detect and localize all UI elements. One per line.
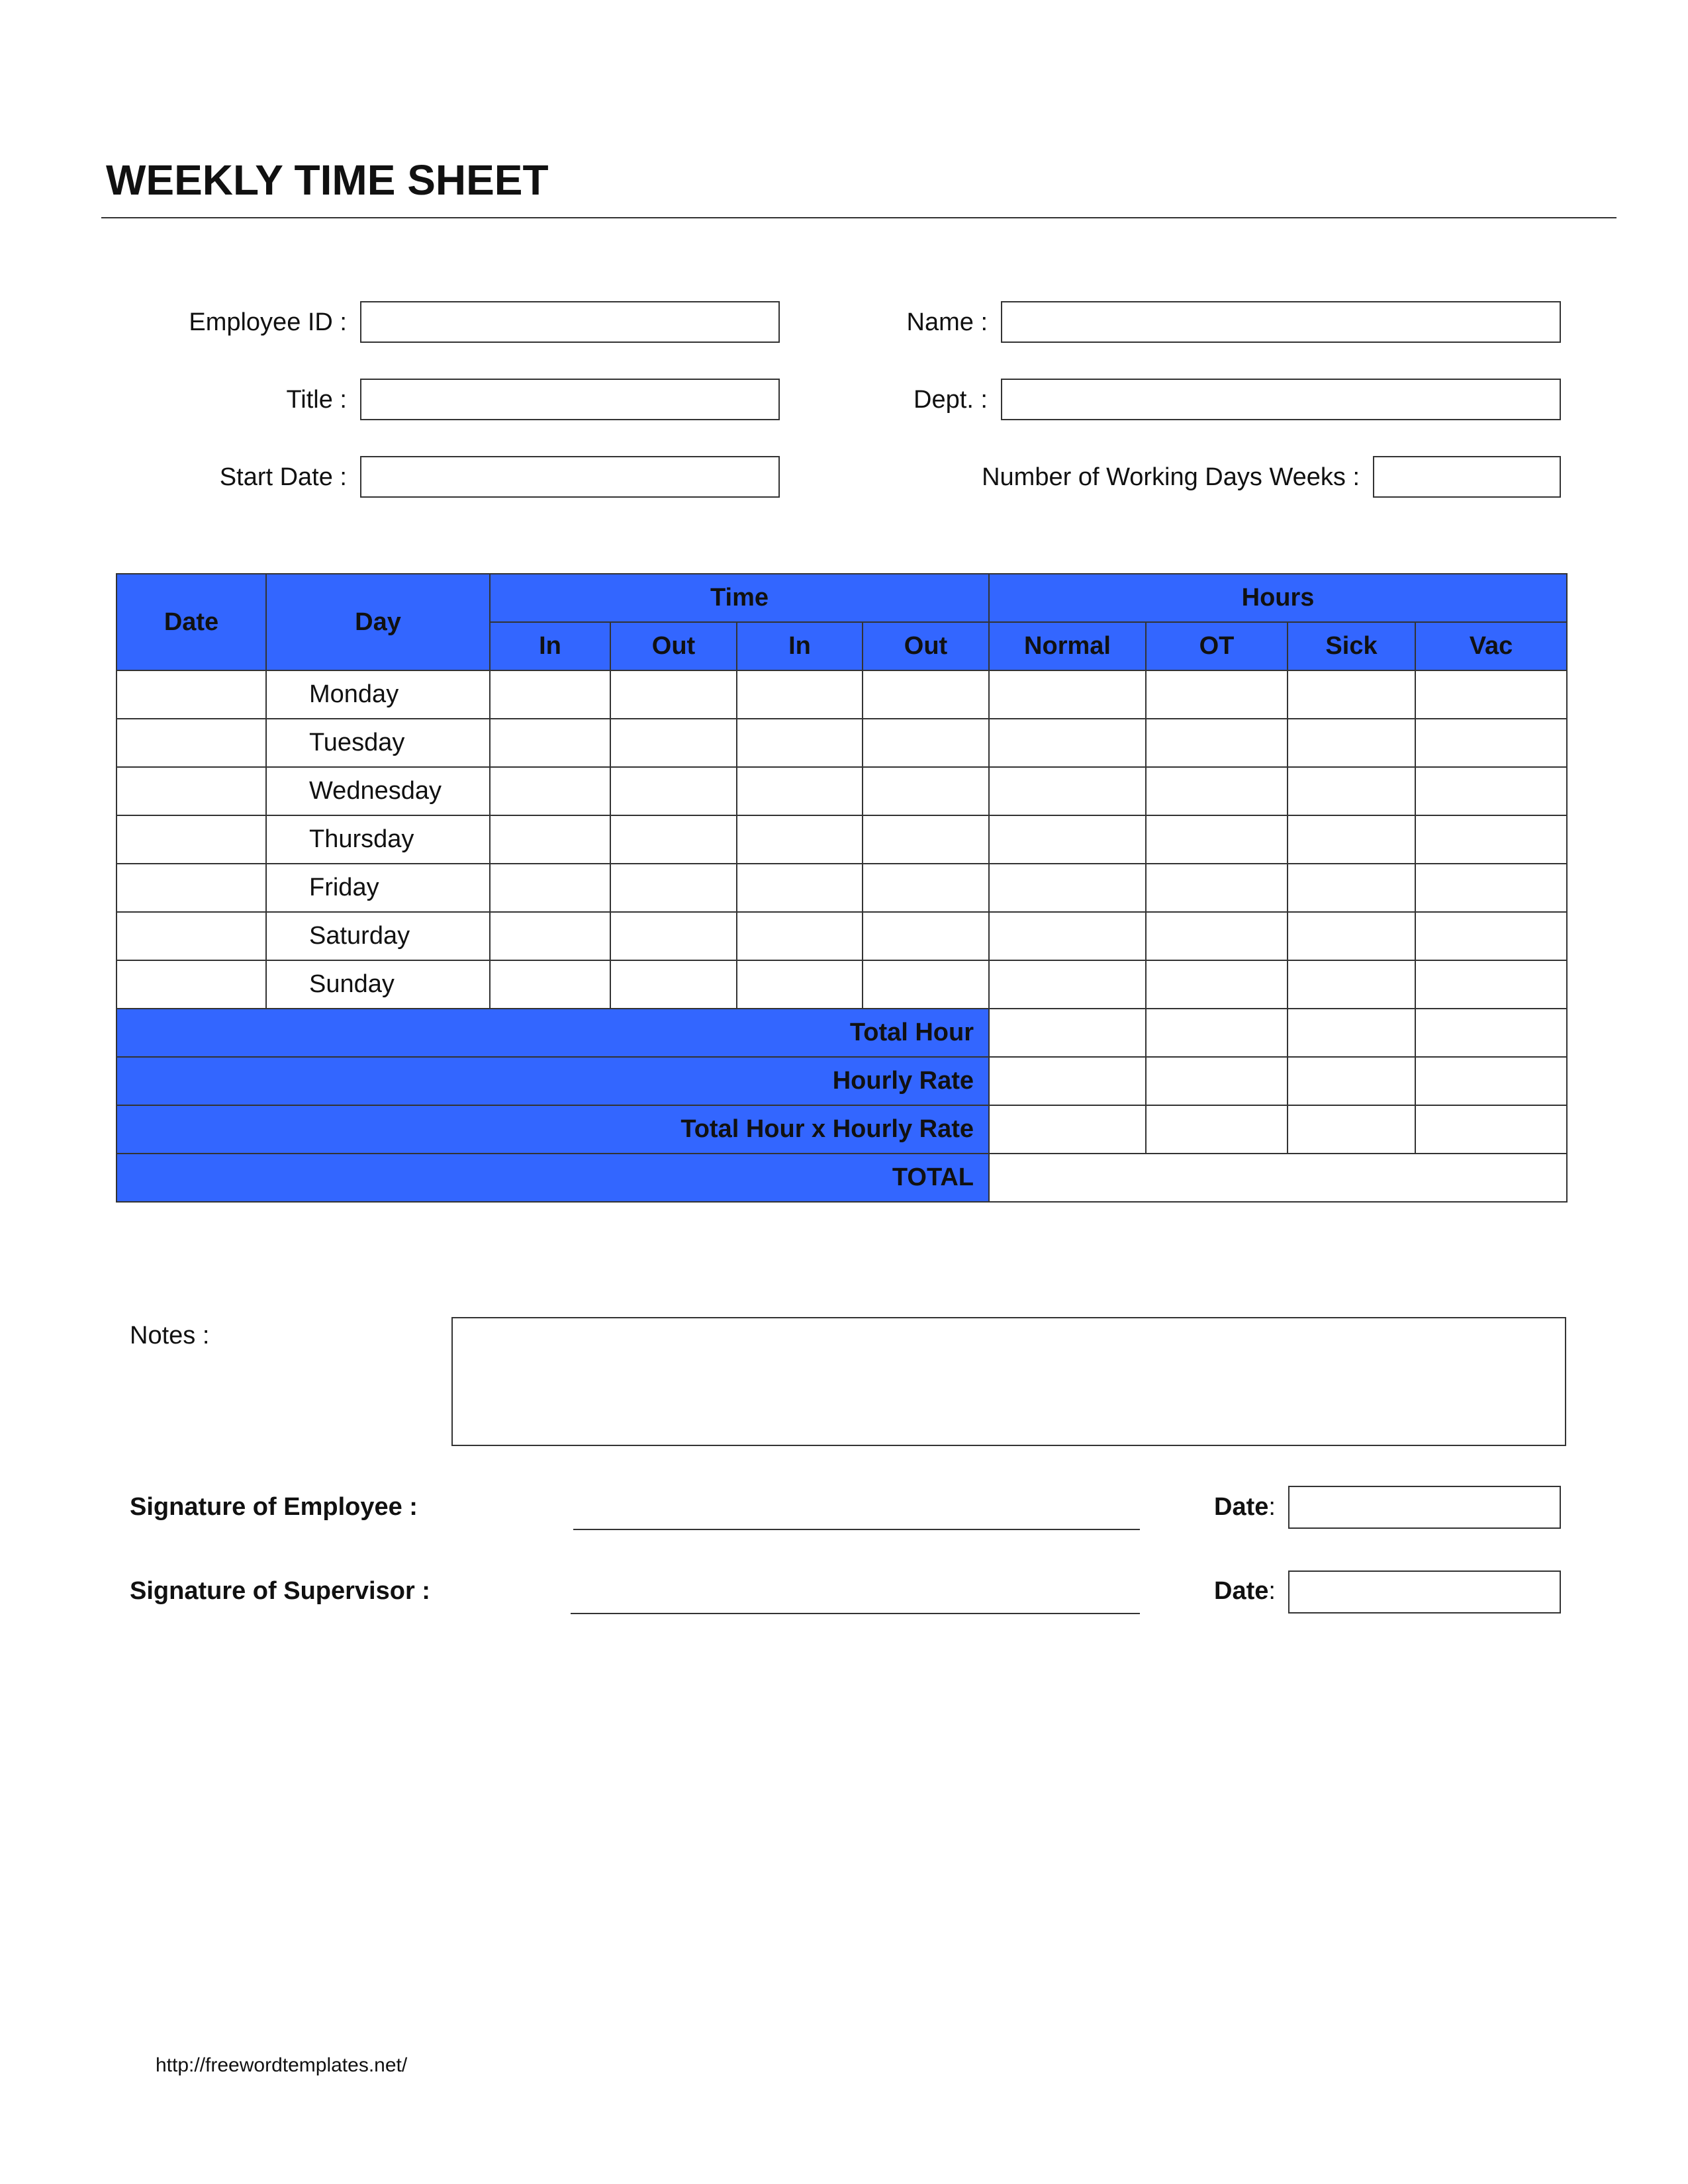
ot-cell[interactable] [1146, 912, 1288, 960]
summary-row-total-x-rate [117, 1105, 1567, 1154]
employee-date-label [1214, 1493, 1276, 1522]
timesheet-table [116, 573, 1568, 1203]
start-date-field[interactable] [360, 456, 780, 498]
time-in-2-cell[interactable] [737, 719, 863, 767]
header-ot: OT [1146, 622, 1288, 670]
day-cell: Thursday [266, 815, 490, 864]
day-row [117, 719, 1567, 767]
hourly-rate-label: Hourly Rate [117, 1057, 989, 1105]
day-cell: Sunday [266, 960, 490, 1009]
normal-cell[interactable] [989, 912, 1146, 960]
time-in-2-cell[interactable] [737, 960, 863, 1009]
header-normal: Normal [989, 622, 1146, 670]
time-out-2-cell[interactable] [863, 719, 989, 767]
total-hour-normal-cell[interactable] [989, 1009, 1146, 1057]
date-cell[interactable] [117, 670, 266, 719]
header-date: Date [117, 574, 266, 670]
day-rows [117, 670, 1567, 1009]
employee-id-label: Employee ID : [189, 308, 347, 336]
date-cell[interactable] [117, 767, 266, 815]
working-days-label: Number of Working Days Weeks : [982, 463, 1360, 491]
vac-cell[interactable] [1415, 912, 1567, 960]
time-out-2-cell[interactable] [863, 767, 989, 815]
time-in-1-cell[interactable] [490, 815, 610, 864]
ot-cell[interactable] [1146, 960, 1288, 1009]
sick-cell[interactable] [1288, 960, 1415, 1009]
sick-cell[interactable] [1288, 864, 1415, 912]
time-in-1-cell[interactable] [490, 719, 610, 767]
header-vac: Vac [1415, 622, 1567, 670]
footer-url: http://freewordtemplates.net/ [156, 2054, 408, 2076]
time-in-1-cell[interactable] [490, 864, 610, 912]
header-time-in-1: In [490, 622, 610, 670]
day-row [117, 960, 1567, 1009]
time-in-1-cell[interactable] [490, 960, 610, 1009]
vac-cell[interactable] [1415, 864, 1567, 912]
page-title: WEEKLY TIME SHEET [106, 156, 549, 204]
time-out-1-cell[interactable] [610, 912, 737, 960]
grand-total-label: TOTAL [117, 1154, 989, 1202]
working-days-field[interactable] [1373, 456, 1561, 498]
time-out-1-cell[interactable] [610, 960, 737, 1009]
employee-date-word: Date [1214, 1493, 1269, 1521]
employee-date-colon: : [1268, 1493, 1276, 1521]
employee-id-field[interactable] [360, 301, 780, 343]
sick-cell[interactable] [1288, 815, 1415, 864]
normal-cell[interactable] [989, 864, 1146, 912]
header-time: Time [490, 574, 989, 622]
hourly-rate-normal-cell[interactable] [989, 1057, 1146, 1105]
total-x-rate-label: Total Hour x Hourly Rate [117, 1105, 989, 1154]
total-hour-vac-cell[interactable] [1415, 1009, 1567, 1057]
ot-cell[interactable] [1146, 815, 1288, 864]
normal-cell[interactable] [989, 815, 1146, 864]
day-row [117, 670, 1567, 719]
employee-signature-label: Signature of Employee : [130, 1493, 418, 1521]
normal-cell[interactable] [989, 960, 1146, 1009]
day-cell: Wednesday [266, 767, 490, 815]
day-cell: Saturday [266, 912, 490, 960]
supervisor-date-word: Date [1214, 1577, 1269, 1605]
summary-row-hourly-rate [117, 1057, 1567, 1105]
employee-date-field[interactable] [1288, 1486, 1561, 1529]
time-in-1-cell[interactable] [490, 912, 610, 960]
date-cell[interactable] [117, 960, 266, 1009]
vac-cell[interactable] [1415, 815, 1567, 864]
total-x-rate-vac-cell[interactable] [1415, 1105, 1567, 1154]
ot-cell[interactable] [1146, 719, 1288, 767]
time-in-2-cell[interactable] [737, 670, 863, 719]
header-hours: Hours [989, 574, 1567, 622]
date-cell[interactable] [117, 864, 266, 912]
time-out-2-cell[interactable] [863, 864, 989, 912]
supervisor-date-colon: : [1268, 1577, 1276, 1605]
day-row [117, 815, 1567, 864]
time-in-2-cell[interactable] [737, 912, 863, 960]
normal-cell[interactable] [989, 767, 1146, 815]
notes-field[interactable] [451, 1317, 1566, 1446]
summary-row-total-hour [117, 1009, 1567, 1057]
header-day: Day [266, 574, 490, 670]
supervisor-signature-line[interactable] [571, 1613, 1140, 1614]
vac-cell[interactable] [1415, 670, 1567, 719]
header-time-out-1: Out [610, 622, 737, 670]
day-row [117, 767, 1567, 815]
time-in-2-cell[interactable] [737, 864, 863, 912]
time-out-2-cell[interactable] [863, 960, 989, 1009]
sick-cell[interactable] [1288, 670, 1415, 719]
vac-cell[interactable] [1415, 960, 1567, 1009]
dept-field[interactable] [1001, 379, 1561, 420]
time-out-1-cell[interactable] [610, 864, 737, 912]
hourly-rate-sick-cell[interactable] [1288, 1057, 1415, 1105]
total-x-rate-ot-cell[interactable] [1146, 1105, 1288, 1154]
day-row [117, 912, 1567, 960]
total-x-rate-sick-cell[interactable] [1288, 1105, 1415, 1154]
vac-cell[interactable] [1415, 767, 1567, 815]
header-time-out-2: Out [863, 622, 989, 670]
supervisor-date-field[interactable] [1288, 1570, 1561, 1614]
total-x-rate-normal-cell[interactable] [989, 1105, 1146, 1154]
day-row [117, 864, 1567, 912]
day-cell: Friday [266, 864, 490, 912]
notes-label: Notes : [130, 1322, 210, 1349]
ot-cell[interactable] [1146, 767, 1288, 815]
time-out-1-cell[interactable] [610, 767, 737, 815]
hourly-rate-ot-cell[interactable] [1146, 1057, 1288, 1105]
title-field[interactable] [360, 379, 780, 420]
time-in-1-cell[interactable] [490, 670, 610, 719]
header-row-top [117, 574, 1567, 622]
name-label: Name : [906, 308, 988, 336]
time-in-2-cell[interactable] [737, 815, 863, 864]
name-field[interactable] [1001, 301, 1561, 343]
time-out-1-cell[interactable] [610, 815, 737, 864]
sick-cell[interactable] [1288, 719, 1415, 767]
dept-label: Dept. : [914, 386, 988, 414]
summary-rows [117, 1009, 1567, 1202]
supervisor-date-label [1214, 1577, 1276, 1606]
sick-cell[interactable] [1288, 767, 1415, 815]
date-cell[interactable] [117, 815, 266, 864]
day-cell: Monday [266, 670, 490, 719]
day-cell: Tuesday [266, 719, 490, 767]
total-hour-ot-cell[interactable] [1146, 1009, 1288, 1057]
employee-signature-line[interactable] [573, 1529, 1140, 1530]
time-out-2-cell[interactable] [863, 670, 989, 719]
time-out-2-cell[interactable] [863, 912, 989, 960]
normal-cell[interactable] [989, 719, 1146, 767]
time-in-2-cell[interactable] [737, 767, 863, 815]
title-label: Title : [286, 386, 347, 414]
time-in-1-cell[interactable] [490, 767, 610, 815]
time-out-2-cell[interactable] [863, 815, 989, 864]
supervisor-signature-label: Signature of Supervisor : [130, 1577, 430, 1605]
ot-cell[interactable] [1146, 670, 1288, 719]
header-time-in-2: In [737, 622, 863, 670]
total-hour-label: Total Hour [117, 1009, 989, 1057]
grand-total-cell[interactable] [989, 1154, 1567, 1202]
title-underline [101, 217, 1617, 218]
start-date-label: Start Date : [219, 463, 347, 491]
vac-cell[interactable] [1415, 719, 1567, 767]
normal-cell[interactable] [989, 670, 1146, 719]
ot-cell[interactable] [1146, 864, 1288, 912]
total-hour-sick-cell[interactable] [1288, 1009, 1415, 1057]
header-sick: Sick [1288, 622, 1415, 670]
summary-row-total [117, 1154, 1567, 1202]
date-cell[interactable] [117, 719, 266, 767]
sick-cell[interactable] [1288, 912, 1415, 960]
time-out-1-cell[interactable] [610, 670, 737, 719]
time-out-1-cell[interactable] [610, 719, 737, 767]
date-cell[interactable] [117, 912, 266, 960]
hourly-rate-vac-cell[interactable] [1415, 1057, 1567, 1105]
